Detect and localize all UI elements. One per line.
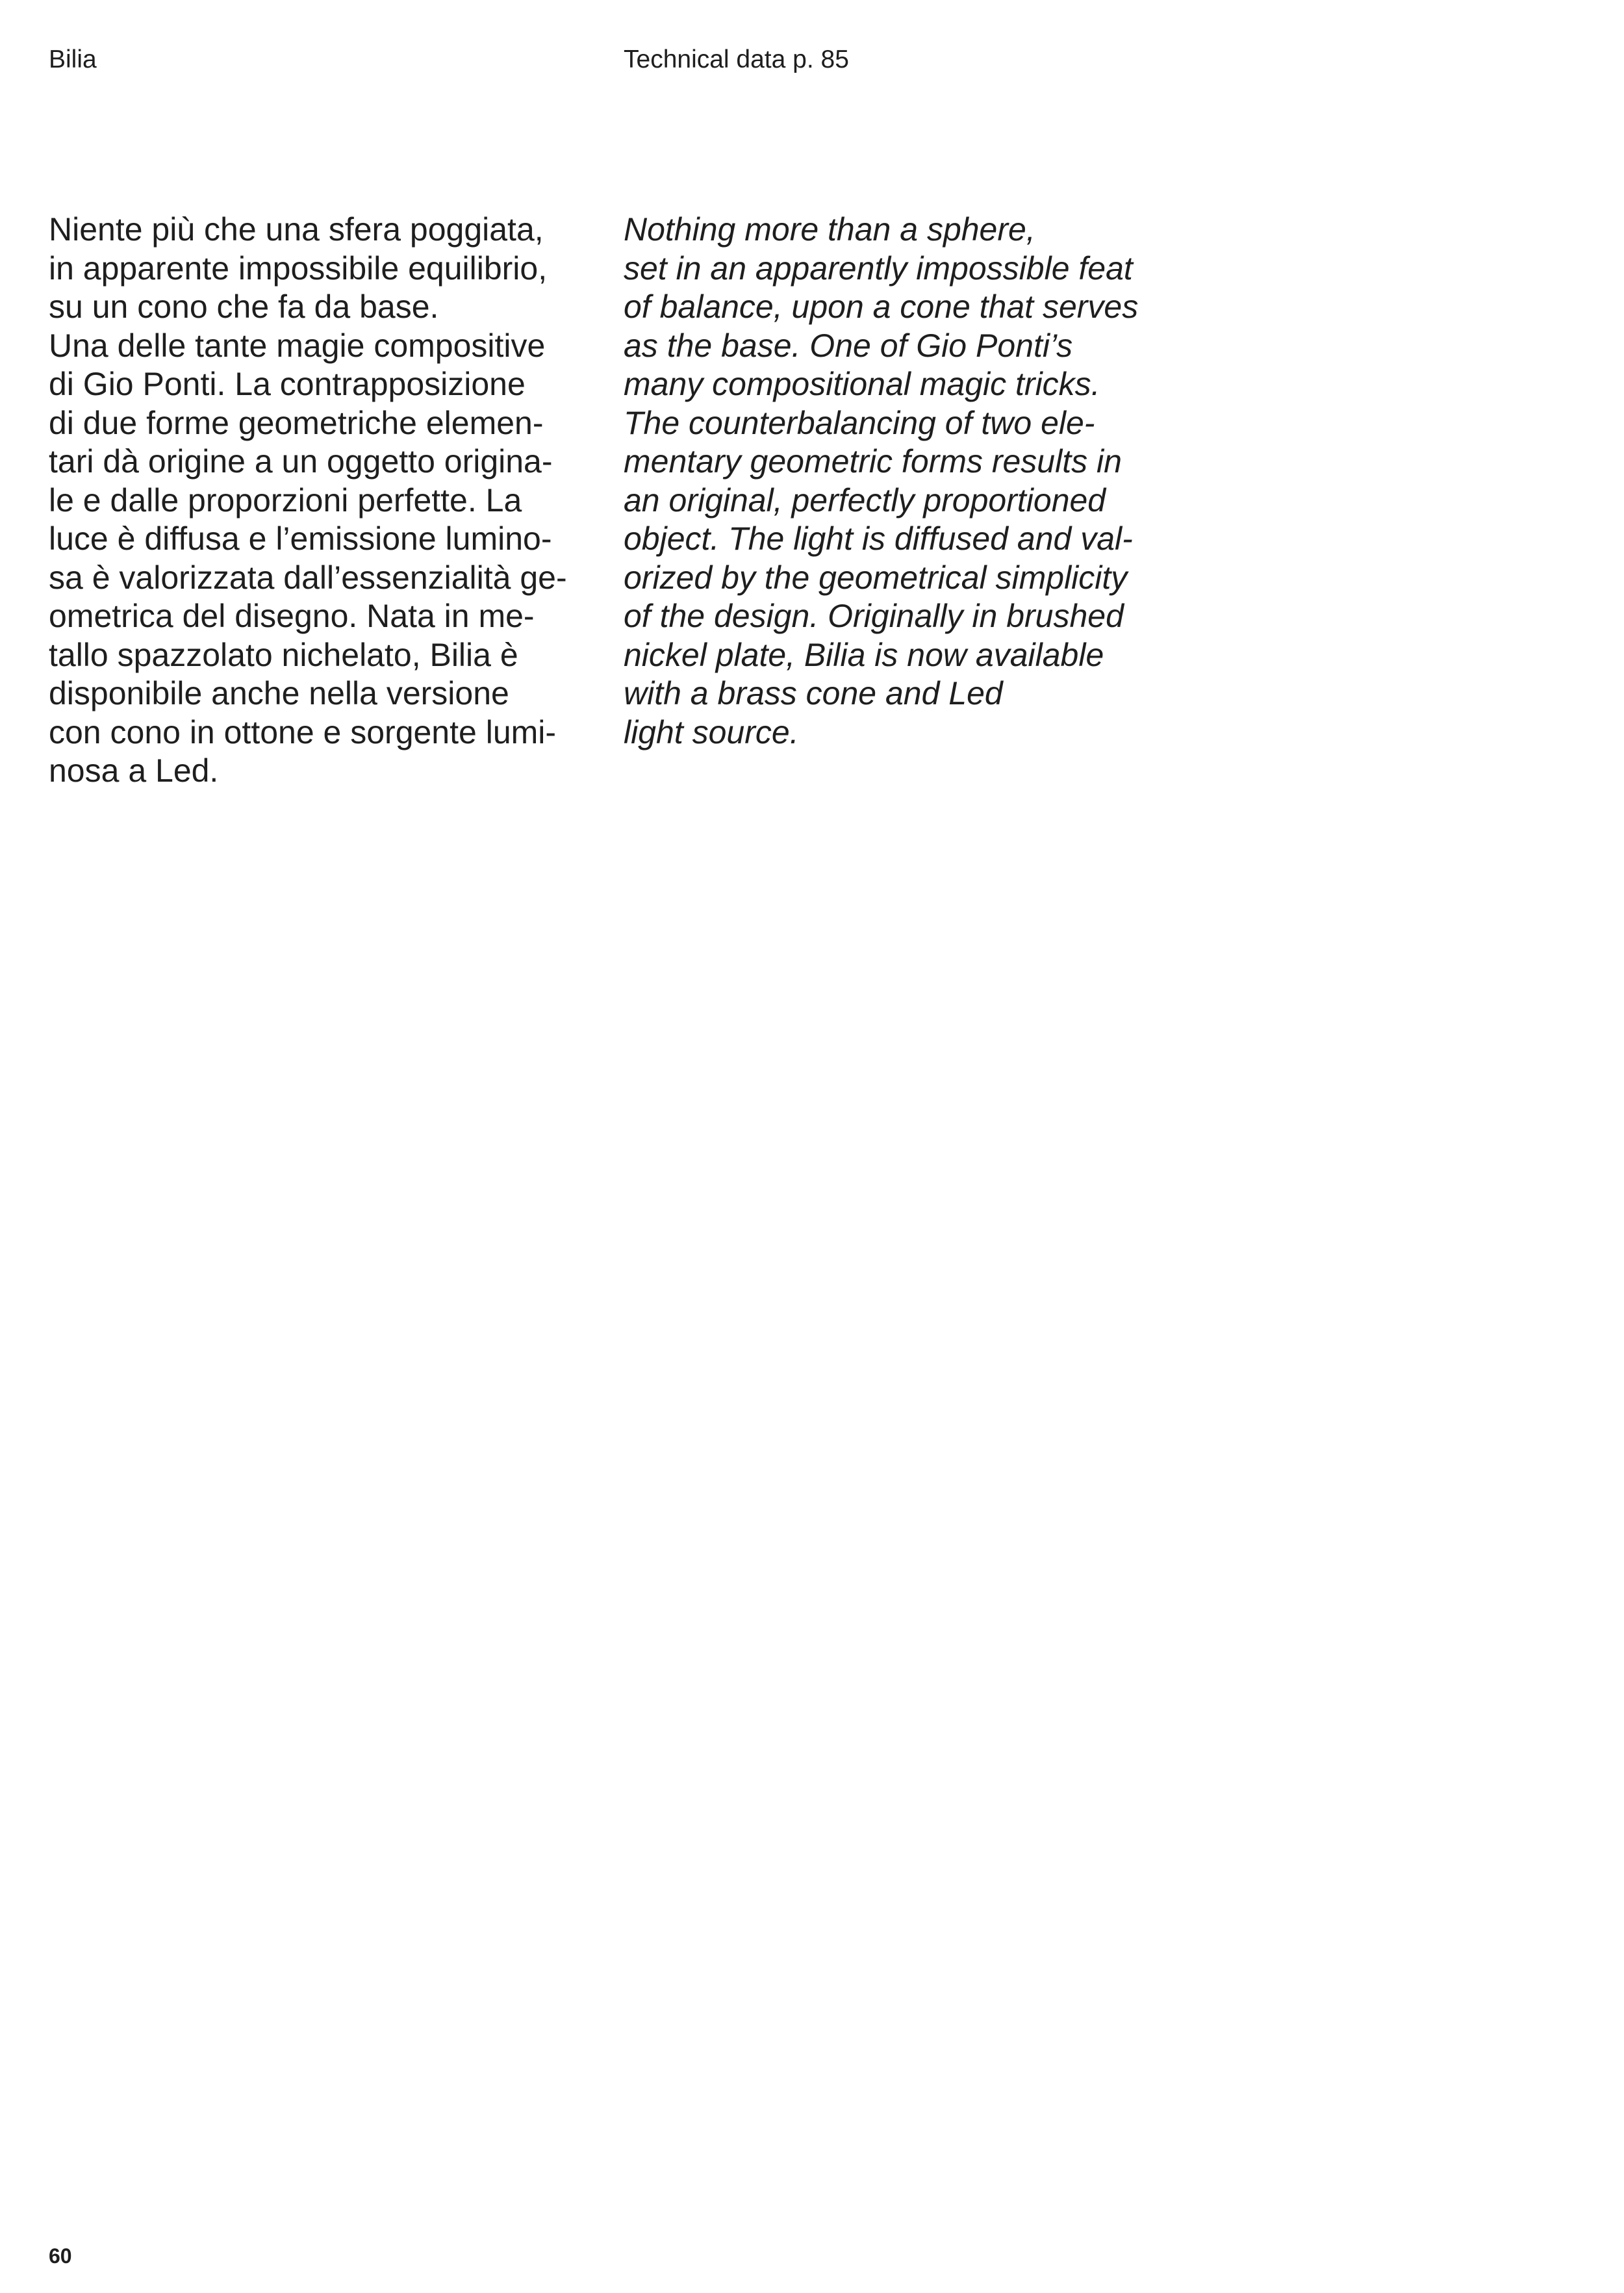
technical-data-reference: Technical data p. 85 (624, 45, 849, 73)
italian-description: Niente più che una sfera poggiata, in apparente impossibile equilibrio, su un cono che fa da base. Una delle tante magie compositive di Gio Ponti. La contrapposizione di due forme geometriche elemen- tari dà origine a un oggetto origina- le e dalle proporzioni perfette. La luce è diffusa e l’emissione lumino- sa è valorizzata dall’essenzialità ge- ometrica del disegno. Nata in me- tallo spazzolato nichelato, Bilia è disponibile anche nella versione con cono in ottone e sorgente lumi- nosa a Led. (49, 211, 567, 789)
page-number: 60 (49, 2244, 72, 2268)
english-description: Nothing more than a sphere, set in an apparently impossible feat of balance, upon a cone that serves as the base. One of Gio Ponti’s many compositional magic tricks. The counterbalancing of two ele- mentary geometric forms results in an original, perfectly proportioned object. The light is diffused and val- orized by the geometrical simplicity of the design. Originally in brushed nickel plate, Bilia is now available with a brass cone and Led light source. (624, 211, 1139, 750)
product-title: Bilia (49, 45, 97, 73)
